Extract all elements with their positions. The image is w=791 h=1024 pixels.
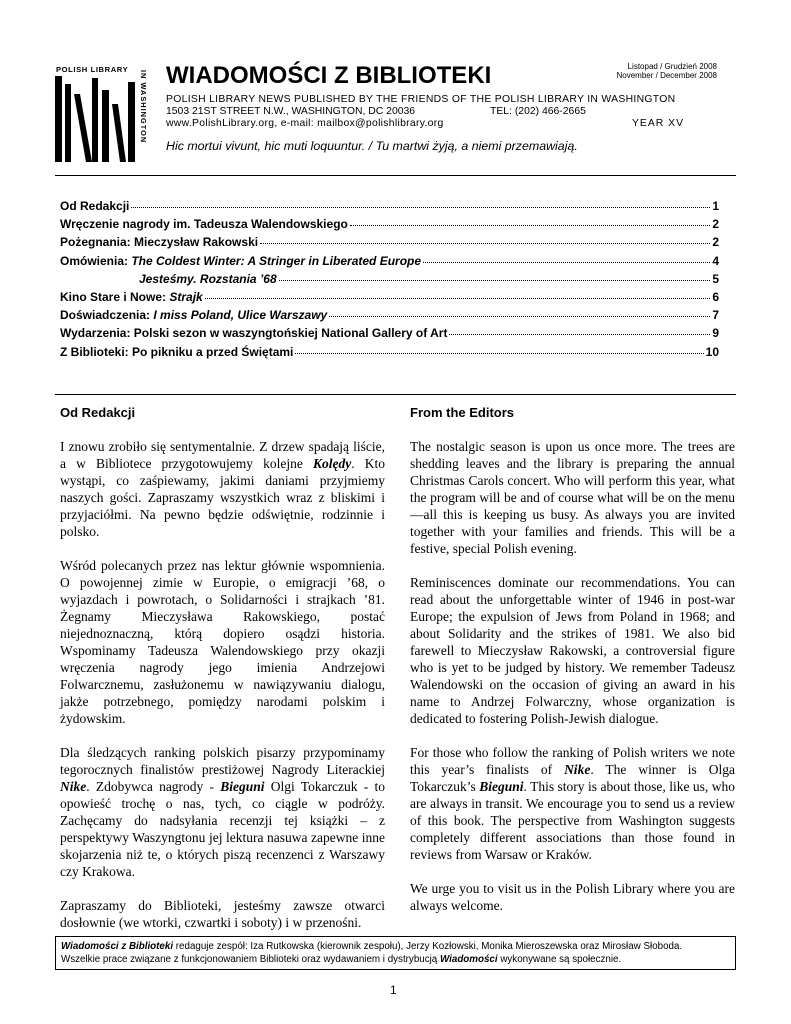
issue-date bbox=[617, 62, 718, 80]
newsletter-title: WIADOMOŚCI Z BIBLIOTEKI bbox=[166, 62, 492, 89]
paragraph: I znowu zrobiło się sentymentalnie. Z drzew spadają liście, a w Bibliotece przygotowujemy kolejne Kolędy. Kto wystąpi, co zaśpiewamy, jakimi daniami przyjmiemy naszych gości. Zapraszamy wszystkich wraz z bliskimi i przyjaciółmi. Na pewno będzie odświętnie, rodzinnie i polsko. bbox=[60, 439, 386, 539]
issue-date-en: November / December 2008 bbox=[616, 71, 717, 80]
motto: Hic mortui vivunt, hic muti loquuntur. / Tu martwi żyją, a niemi przemawiają. bbox=[166, 139, 578, 153]
telephone: TEL: (202) 466-2665 bbox=[490, 106, 586, 117]
subtitle: POLISH LIBRARY NEWS PUBLISHED BY THE FRIENDS OF THE POLISH LIBRARY IN WASHINGTON bbox=[166, 94, 676, 105]
address: 1503 21ST STREET N.W., WASHINGTON, DC 20036 bbox=[166, 106, 416, 117]
year-label: YEAR XV bbox=[632, 118, 685, 129]
table-of-contents bbox=[60, 199, 719, 363]
credits-title: Wiadomości z Biblioteki bbox=[61, 941, 174, 952]
library-logo bbox=[54, 64, 150, 164]
right-column bbox=[410, 438, 735, 931]
credits-box: Wiadomości z Biblioteki redaguje zespół: Iza Rutkowska (kierownik zespołu), Jerzy Kozłowski, Monika Mieroszewska oraz Mirosław Słoboda. Wszelkie prace związane z funkcjonowaniem Biblioteki oraz wydawaniem i dystrybucją Wiadomości wykonywane są społecznie. bbox=[55, 936, 736, 970]
toc-entry[interactable]: Omówienia: The Coldest Winter: A Stringer in Liberated Europe 4 bbox=[60, 253, 719, 268]
web-and-email: www.PolishLibrary.org, e-mail: mailbox@polishlibrary.org bbox=[166, 118, 444, 129]
logo-caption: POLISH LIBRARY bbox=[56, 65, 129, 74]
toc-entry[interactable]: Wydarzenia: Polski sezon w waszyngtońskiej National Gallery of Art 9 bbox=[60, 326, 719, 341]
left-column-heading: Od Redakcji bbox=[60, 405, 136, 420]
paragraph: The nostalgic season is upon us once more. The trees are shedding leaves and the library is preparing the annual Christmas Carols concert. Who will perform this year, what the program will be and of course what will be on the menu—all this is keeping us busy. As always you are invited together with your families and friends. This will be a festive, special Polish evening. bbox=[410, 439, 735, 556]
header-divider bbox=[55, 175, 736, 176]
toc-entry[interactable]: Doświadczenia: I miss Poland, Ulice Warszawy 7 bbox=[60, 308, 719, 323]
toc-divider bbox=[55, 394, 736, 395]
issue-date-pl: Listopad / Grudzień 2008 bbox=[627, 62, 717, 71]
toc-entry[interactable]: Pożegnania: Mieczysław Rakowski 2 bbox=[60, 235, 719, 250]
left-column bbox=[60, 438, 385, 948]
toc-entry[interactable]: Od Redakcji 1 bbox=[60, 199, 719, 213]
page-number: 1 bbox=[390, 983, 397, 997]
toc-entry[interactable]: Wręczenie nagrody im. Tadeusza Walendowskiego 2 bbox=[60, 217, 719, 232]
paragraph: For those who follow the ranking of Polish writers we note this year’s finalists of Nike. The winner is Olga Tokarczuk’s Bieguni. This story is about those, like us, who are always in transit. We encourage you to send us a review of this book. The perspective from Washington suggests completely different associations than those found in reviews from Warsaw or Kraków. bbox=[410, 745, 735, 862]
paragraph: Dla śledzących ranking polskich pisarzy przypominamy tegorocznych finalistów prestiżowej Nagrody Literackiej Nike. Zdobywca nagrody - Bieguni Olgi Tokarczuk - to opowieść trochę o nas, tych, co ciągle w podróży. Zachęcamy do nadsyłania recenzji tej książki – z perspektywy Waszyngtonu jej lektura nasuwa zapewne inne skojarzenia niż te, o których piszą recenzenci z Warszawy czy Krakowa. bbox=[60, 745, 386, 879]
right-column-heading: From the Editors bbox=[410, 405, 515, 420]
toc-entry[interactable]: Kino Stare i Nowe: Strajk 6 bbox=[60, 289, 719, 304]
toc-entry[interactable]: Jesteśmy. Rozstania ’68 5 bbox=[139, 271, 719, 286]
paragraph: Wśród polecanych przez nas lektur głównie wspomnienia. O powojennej zimie w Europie, o emigracji ’68, o wyjazdach i powrotach, o Solidarności i strajkach ’81. Żegnamy Mieczysława Rakowskiego, postać niejednoznaczną, którą dopiero osądzi historia. Wspominamy Tadeusza Walendowskiego przy okazji wręczenia nagrody jego imienia Andrzejowi Folwarcznemu, zasłużonemu w nawiązywaniu dialogu, jakże potrzebnego, pomiędzy narodami polskim i żydowskim. bbox=[60, 558, 385, 726]
logo-vertical-caption: IN WASHINGTON bbox=[139, 70, 148, 144]
toc-entry[interactable]: Z Biblioteki: Po pikniku a przed Świętami 10 bbox=[60, 344, 719, 359]
paragraph: We urge you to visit us in the Polish Library where you are always welcome. bbox=[410, 881, 735, 913]
paragraph: Zapraszamy do Biblioteki, jesteśmy zawsze otwarci dosłownie (we wtorki, czwartki i soboty) i w przenośni. bbox=[60, 898, 385, 930]
paragraph: Reminiscences dominate our recommendations. You can read about the unforgettable winter of 1946 in post-war Europe; the expulsion of Jews from Poland in 1968; and about Solidarity and the strikes of 1981. We also bid farewell to Mieczysław Rakowski, a controversial figure who is yet to be judged by history. We remember Tadeusz Walendowski on the occasion of giving an award in his name to Andrzej Folwarczny, whose organization is dedicated to fostering Polish-Jewish dialogue. bbox=[410, 575, 735, 726]
